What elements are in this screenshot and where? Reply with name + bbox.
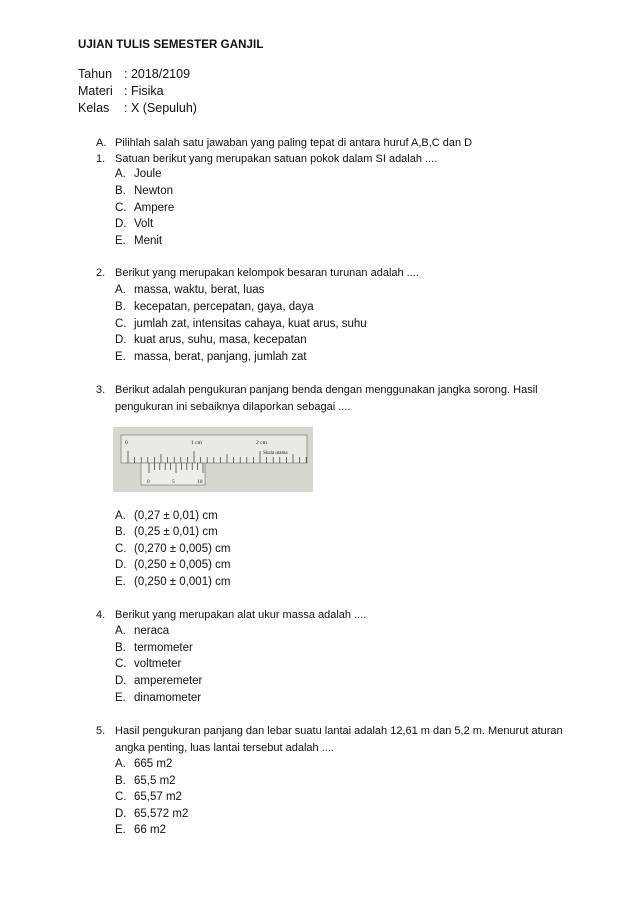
option-letter: D. (115, 218, 127, 230)
meta-value: : X (Sepuluh) (124, 101, 197, 115)
option-text: amperemeter (134, 675, 203, 687)
option-letter: C. (115, 202, 127, 214)
option-2d[interactable] (115, 334, 307, 346)
main-label-2cm: 2 cm (256, 440, 267, 446)
option-text: (0,250 ± 0,005) cm (134, 559, 231, 571)
vernier-caliper-image (113, 427, 313, 492)
option-4e[interactable] (115, 692, 201, 704)
vernier-label-10: 10 (197, 479, 203, 485)
question-1 (96, 151, 576, 168)
option-1d[interactable] (115, 218, 153, 230)
option-5b[interactable] (115, 775, 176, 787)
question-3 (96, 382, 576, 416)
exam-title: UJIAN TULIS SEMESTER GANJIL (78, 39, 264, 51)
main-scale-label: Skala utama (263, 451, 288, 456)
option-3c[interactable] (115, 543, 230, 555)
option-2a[interactable] (115, 284, 264, 296)
option-4c[interactable] (115, 658, 181, 670)
option-text: (0,250 ± 0,001) cm (134, 576, 231, 588)
option-4a[interactable] (115, 625, 169, 637)
option-text: jumlah zat, intensitas cahaya, kuat arus, suhu (134, 318, 367, 330)
option-text: Menit (134, 235, 163, 247)
question-stem: Berikut adalah pengukuran panjang benda dengan menggunakan jangka sorong. Hasil pengukuran ini sebaiknya dilaporkan sebagai .... (115, 384, 538, 413)
option-4b[interactable] (115, 642, 193, 654)
option-letter: B. (115, 301, 126, 313)
option-text: Joule (134, 168, 162, 180)
option-text: (0,270 ± 0,005) cm (134, 543, 231, 555)
question-number: 1. (96, 153, 106, 165)
option-text: 66 m2 (134, 824, 166, 836)
option-2c[interactable] (115, 318, 367, 330)
option-letter: E. (115, 351, 126, 363)
option-1b[interactable] (115, 185, 173, 197)
option-1e[interactable] (115, 235, 162, 247)
option-letter: A. (115, 284, 126, 296)
question-5 (96, 723, 576, 757)
question-2 (96, 265, 576, 282)
option-1c[interactable] (115, 202, 174, 214)
option-text: Newton (134, 185, 173, 197)
question-stem: Berikut yang merupakan alat ukur massa adalah .... (115, 609, 367, 621)
instruction-letter: A. (96, 137, 107, 149)
question-number: 4. (96, 609, 106, 621)
option-letter: E. (115, 235, 126, 247)
question-number: 3. (96, 384, 106, 396)
option-letter: B. (115, 185, 126, 197)
option-5d[interactable] (115, 808, 188, 820)
option-4d[interactable] (115, 675, 202, 687)
option-letter: C. (115, 658, 127, 670)
option-text: voltmeter (134, 658, 182, 670)
option-5e[interactable] (115, 824, 166, 836)
meta-key: Tahun (78, 67, 113, 81)
option-text: kuat arus, suhu, masa, kecepatan (134, 334, 307, 346)
option-letter: A. (115, 758, 126, 770)
option-letter: C. (115, 543, 127, 555)
main-label-0: 0 (125, 440, 128, 446)
option-letter: A. (115, 510, 126, 522)
option-letter: D. (115, 675, 127, 687)
option-1a[interactable] (115, 168, 162, 180)
option-2e[interactable] (115, 351, 307, 363)
vernier-label-0: 0 (147, 479, 150, 485)
option-letter: E. (115, 692, 126, 704)
option-text: neraca (134, 625, 170, 637)
option-letter: B. (115, 526, 126, 538)
option-5c[interactable] (115, 791, 182, 803)
option-text: 65,5 m2 (134, 775, 176, 787)
option-letter: A. (115, 168, 126, 180)
meta-row-materi (78, 84, 164, 99)
option-text: (0,27 ± 0,01) cm (134, 510, 218, 522)
option-text: Ampere (134, 202, 175, 214)
question-number: 5. (96, 725, 106, 737)
question-4 (96, 607, 576, 624)
option-5a[interactable] (115, 758, 172, 770)
instruction (96, 137, 472, 149)
option-text: 665 m2 (134, 758, 173, 770)
option-text: massa, waktu, berat, luas (134, 284, 265, 296)
question-stem: Satuan berikut yang merupakan satuan pokok dalam SI adalah .... (115, 153, 438, 165)
option-text: dinamometer (134, 692, 202, 704)
option-letter: C. (115, 791, 127, 803)
vernier-label-5: 5 (172, 479, 175, 485)
instruction-text: Pilihlah salah satu jawaban yang paling tepat di antara huruf A,B,C dan D (115, 137, 473, 149)
option-letter: D. (115, 808, 127, 820)
question-stem: Berikut yang merupakan kelompok besaran turunan adalah .... (115, 267, 419, 279)
meta-row-tahun (78, 67, 190, 82)
option-text: 65,572 m2 (134, 808, 189, 820)
option-letter: C. (115, 318, 127, 330)
option-text: kecepatan, percepatan, gaya, daya (134, 301, 314, 313)
option-letter: B. (115, 775, 126, 787)
option-letter: D. (115, 334, 127, 346)
option-text: Volt (134, 218, 154, 230)
option-3e[interactable] (115, 576, 230, 588)
meta-row-kelas (78, 101, 197, 116)
option-letter: A. (115, 625, 126, 637)
question-number: 2. (96, 267, 106, 279)
option-3a[interactable] (115, 510, 218, 522)
option-letter: E. (115, 824, 126, 836)
main-label-1cm: 1 cm (191, 440, 202, 446)
question-stem: Hasil pengukuran panjang dan lebar suatu lantai adalah 12,61 m dan 5,2 m. Menurut aturan angka penting, luas lantai tersebut adalah .... (115, 725, 563, 754)
option-letter: B. (115, 642, 126, 654)
option-text: massa, berat, panjang, jumlah zat (134, 351, 307, 363)
meta-value: : 2018/2109 (124, 67, 191, 81)
option-text: 65,57 m2 (134, 791, 182, 803)
option-3d[interactable] (115, 559, 230, 571)
option-letter: D. (115, 559, 127, 571)
meta-key: Materi (78, 84, 113, 98)
option-3b[interactable] (115, 526, 218, 538)
option-2b[interactable] (115, 301, 314, 313)
option-text: (0,25 ± 0,01) cm (134, 526, 218, 538)
option-letter: E. (115, 576, 126, 588)
meta-value: : Fisika (124, 84, 164, 98)
option-text: termometer (134, 642, 193, 654)
meta-key: Kelas (78, 101, 110, 115)
